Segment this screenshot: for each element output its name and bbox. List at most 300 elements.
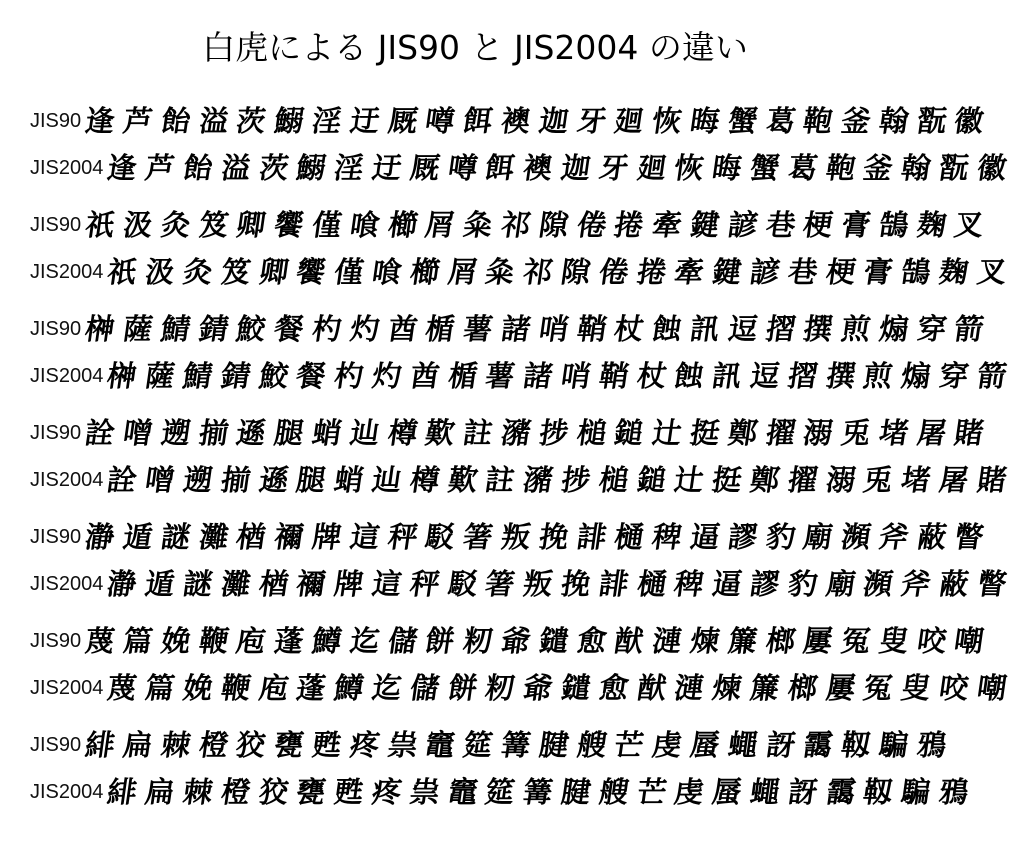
kanji-glyph: 煎 bbox=[839, 312, 873, 346]
kanji-glyph: 逼 bbox=[687, 520, 722, 554]
kanji-glyph: 鑓 bbox=[536, 624, 571, 658]
jis2004-row bbox=[0, 665, 1009, 712]
kanji-glyph: 厩 bbox=[385, 104, 420, 138]
kanji-glyph: 哨 bbox=[559, 359, 593, 393]
kanji-glyph: 祁 bbox=[521, 255, 556, 289]
kanji-glyph: 蔽 bbox=[936, 567, 971, 601]
kanji-glyph: 饗 bbox=[294, 255, 329, 289]
glyph-group bbox=[0, 618, 1009, 712]
kanji-glyph: 蓬 bbox=[272, 624, 307, 658]
kanji-glyph: 煉 bbox=[687, 624, 722, 658]
kanji-glyph: 遡 bbox=[181, 463, 215, 497]
kanji-glyph: 瀞 bbox=[83, 520, 118, 554]
kanji-glyph: 秤 bbox=[407, 567, 442, 601]
kanji-glyph: 樽 bbox=[407, 463, 442, 497]
kanji-glyph: 逢 bbox=[105, 151, 140, 185]
kanji-glyph: 駁 bbox=[423, 520, 458, 554]
kanji-glyph: 鞭 bbox=[218, 671, 253, 705]
kanji-glyph: 棘 bbox=[158, 728, 193, 762]
kanji-glyph: 屢 bbox=[823, 671, 858, 705]
kanji-glyph: 屢 bbox=[801, 624, 836, 658]
kanji-glyph: 猷 bbox=[634, 671, 669, 705]
kanji-glyph: 辿 bbox=[370, 463, 404, 497]
kanji-glyph: 疼 bbox=[347, 728, 382, 762]
kanji-glyph: 膏 bbox=[839, 208, 873, 242]
kanji-glyph: 喰 bbox=[347, 208, 382, 242]
kanji-glyph: 襖 bbox=[498, 104, 533, 138]
kanji-glyph: 箭 bbox=[974, 359, 1009, 393]
kanji-glyph: 錆 bbox=[196, 312, 231, 346]
kanji-glyph: 諺 bbox=[748, 255, 782, 289]
kanji-glyph: 逼 bbox=[710, 567, 745, 601]
kanji-glyph: 釜 bbox=[861, 151, 896, 185]
kanji-glyph: 榔 bbox=[763, 624, 798, 658]
kanji-glyph: 虔 bbox=[650, 728, 684, 762]
kanji-glyph: 這 bbox=[347, 520, 382, 554]
kanji-glyph: 遡 bbox=[158, 416, 193, 450]
comparison-grid bbox=[0, 98, 1009, 826]
kanji-glyph: 靄 bbox=[823, 775, 858, 809]
kanji-glyph: 芒 bbox=[612, 728, 647, 762]
kanji-glyph: 斧 bbox=[876, 520, 911, 554]
kanji-glyph: 訝 bbox=[785, 775, 820, 809]
kanji-glyph: 腿 bbox=[272, 416, 307, 450]
kanji-glyph: 茨 bbox=[234, 104, 269, 138]
kanji-glyph: 蟹 bbox=[748, 151, 782, 185]
kanji-glyph: 鞄 bbox=[801, 104, 836, 138]
kanji-glyph: 儲 bbox=[407, 671, 442, 705]
kanji-glyph: 禰 bbox=[272, 520, 307, 554]
kanji-glyph: 甦 bbox=[310, 728, 344, 762]
kanji-glyph: 篇 bbox=[121, 624, 155, 658]
kanji-glyph: 訝 bbox=[763, 728, 798, 762]
kanji-glyph: 瞥 bbox=[952, 520, 987, 554]
kanji-glyph: 挽 bbox=[536, 520, 571, 554]
kanji-glyph: 汲 bbox=[143, 255, 178, 289]
kanji-glyph: 駁 bbox=[445, 567, 480, 601]
kanji-glyph: 腱 bbox=[536, 728, 571, 762]
kanji-glyph: 斧 bbox=[899, 567, 933, 601]
kanji-glyph: 鱒 bbox=[332, 671, 367, 705]
page-title: 白虎による JIS90 と JIS2004 の違い bbox=[202, 28, 748, 67]
jis2004-row bbox=[0, 769, 971, 816]
kanji-glyph: 鵠 bbox=[876, 208, 911, 242]
kanji-glyph: 愈 bbox=[596, 671, 631, 705]
jis90-row bbox=[0, 306, 987, 353]
glyph-group bbox=[0, 722, 971, 816]
kanji-glyph: 榔 bbox=[785, 671, 820, 705]
kanji-glyph: 噌 bbox=[121, 416, 155, 450]
kanji-glyph: 櫛 bbox=[407, 255, 442, 289]
kanji-glyph: 撰 bbox=[823, 359, 858, 393]
kanji-glyph: 揃 bbox=[218, 463, 253, 497]
kanji-glyph: 溺 bbox=[801, 416, 836, 450]
kanji-glyph: 薩 bbox=[143, 359, 178, 393]
kanji-glyph: 禰 bbox=[294, 567, 329, 601]
kanji-glyph: 祟 bbox=[407, 775, 442, 809]
kanji-glyph: 迦 bbox=[536, 104, 571, 138]
kanji-glyph: 靱 bbox=[839, 728, 873, 762]
kanji-glyph: 蛸 bbox=[310, 416, 344, 450]
kanji-glyph: 詮 bbox=[83, 416, 118, 450]
kanji-glyph: 鮫 bbox=[256, 359, 291, 393]
kanji-glyph: 餌 bbox=[483, 151, 518, 185]
kanji-glyph: 翰 bbox=[876, 104, 911, 138]
kanji-glyph: 芦 bbox=[121, 104, 155, 138]
kanji-glyph: 瀕 bbox=[839, 520, 873, 554]
kanji-glyph: 瀕 bbox=[861, 567, 896, 601]
kanji-glyph: 襖 bbox=[521, 151, 556, 185]
kanji-glyph: 筵 bbox=[483, 775, 518, 809]
kanji-glyph: 堵 bbox=[876, 416, 911, 450]
kanji-glyph: 遜 bbox=[234, 416, 269, 450]
kanji-glyph: 溢 bbox=[218, 151, 253, 185]
kanji-glyph: 蝕 bbox=[650, 312, 684, 346]
kanji-glyph: 漣 bbox=[650, 624, 684, 658]
kanji-glyph: 鄭 bbox=[725, 416, 760, 450]
kanji-glyph: 薯 bbox=[483, 359, 518, 393]
kanji-glyph: 瀞 bbox=[105, 567, 140, 601]
kanji-glyph: 煉 bbox=[710, 671, 745, 705]
kanji-glyph: 恢 bbox=[650, 104, 684, 138]
jis2004-row bbox=[0, 249, 1009, 296]
kanji-glyph: 娩 bbox=[158, 624, 193, 658]
kanji-glyph: 堵 bbox=[899, 463, 933, 497]
kanji-glyph: 鴉 bbox=[936, 775, 971, 809]
kanji-glyph: 箸 bbox=[483, 567, 518, 601]
kanji-glyph: 註 bbox=[461, 416, 495, 450]
kanji-glyph: 飴 bbox=[181, 151, 215, 185]
kanji-glyph: 芒 bbox=[634, 775, 669, 809]
kanji-glyph: 酋 bbox=[385, 312, 420, 346]
kanji-glyph: 瞥 bbox=[974, 567, 1009, 601]
kanji-glyph: 鵠 bbox=[899, 255, 933, 289]
kanji-glyph: 蔽 bbox=[914, 520, 949, 554]
jis90-row bbox=[0, 618, 987, 665]
kanji-glyph: 挺 bbox=[687, 416, 722, 450]
kanji-glyph: 爺 bbox=[498, 624, 533, 658]
kanji-glyph: 鎚 bbox=[612, 416, 647, 450]
kanji-glyph: 猷 bbox=[612, 624, 647, 658]
kanji-glyph: 鞘 bbox=[574, 312, 609, 346]
kanji-glyph: 狡 bbox=[256, 775, 291, 809]
kanji-glyph: 鰯 bbox=[294, 151, 329, 185]
jis90-row bbox=[0, 202, 987, 249]
kanji-glyph: 秤 bbox=[385, 520, 420, 554]
kanji-glyph: 兎 bbox=[839, 416, 873, 450]
kanji-glyph: 鰯 bbox=[272, 104, 307, 138]
kanji-glyph: 咬 bbox=[914, 624, 949, 658]
kanji-glyph: 屑 bbox=[445, 255, 480, 289]
kanji-glyph: 祇 bbox=[105, 255, 140, 289]
kanji-glyph: 廻 bbox=[634, 151, 669, 185]
kanji-glyph: 瀦 bbox=[521, 463, 556, 497]
jis2004-row bbox=[0, 561, 1009, 608]
kanji-glyph: 麹 bbox=[936, 255, 971, 289]
kanji-glyph: 槌 bbox=[596, 463, 631, 497]
kanji-glyph: 噌 bbox=[143, 463, 178, 497]
kanji-glyph: 橙 bbox=[196, 728, 231, 762]
kanji-glyph: 捗 bbox=[559, 463, 593, 497]
kanji-glyph: 歎 bbox=[445, 463, 480, 497]
kanji-glyph: 辻 bbox=[672, 463, 707, 497]
kanji-glyph: 葛 bbox=[763, 104, 798, 138]
kanji-glyph: 狡 bbox=[234, 728, 269, 762]
kanji-glyph: 冤 bbox=[861, 671, 896, 705]
kanji-glyph: 僅 bbox=[310, 208, 344, 242]
kanji-glyph: 誹 bbox=[596, 567, 631, 601]
row-label: JIS2004 bbox=[30, 573, 104, 595]
kanji-glyph: 粂 bbox=[461, 208, 495, 242]
glyph-list bbox=[81, 202, 988, 249]
kanji-glyph: 簾 bbox=[725, 624, 760, 658]
row-label: JIS90 bbox=[30, 110, 82, 132]
kanji-glyph: 晦 bbox=[710, 151, 745, 185]
kanji-glyph: 竈 bbox=[423, 728, 458, 762]
kanji-glyph: 賭 bbox=[952, 416, 987, 450]
kanji-glyph: 這 bbox=[370, 567, 404, 601]
kanji-glyph: 騙 bbox=[876, 728, 911, 762]
kanji-glyph: 淫 bbox=[310, 104, 344, 138]
glyph-group bbox=[0, 202, 1009, 296]
kanji-glyph: 棘 bbox=[181, 775, 215, 809]
kanji-glyph: 巷 bbox=[763, 208, 798, 242]
kanji-glyph: 鎚 bbox=[634, 463, 669, 497]
kanji-glyph: 溺 bbox=[823, 463, 858, 497]
kanji-glyph: 冤 bbox=[839, 624, 873, 658]
kanji-glyph: 迦 bbox=[559, 151, 593, 185]
kanji-glyph: 甕 bbox=[272, 728, 307, 762]
kanji-glyph: 摺 bbox=[785, 359, 820, 393]
kanji-glyph: 灼 bbox=[347, 312, 382, 346]
kanji-glyph: 逗 bbox=[748, 359, 782, 393]
row-label: JIS2004 bbox=[30, 157, 104, 179]
kanji-glyph: 餌 bbox=[461, 104, 495, 138]
row-label: JIS90 bbox=[30, 422, 82, 444]
kanji-glyph: 迂 bbox=[370, 151, 404, 185]
kanji-glyph: 緋 bbox=[83, 728, 118, 762]
kanji-glyph: 穿 bbox=[936, 359, 971, 393]
kanji-glyph: 樋 bbox=[612, 520, 647, 554]
kanji-glyph: 鴉 bbox=[914, 728, 949, 762]
kanji-glyph: 瀦 bbox=[498, 416, 533, 450]
kanji-glyph: 祟 bbox=[385, 728, 420, 762]
kanji-glyph: 葛 bbox=[785, 151, 820, 185]
kanji-glyph: 簾 bbox=[748, 671, 782, 705]
kanji-glyph: 饗 bbox=[272, 208, 307, 242]
kanji-glyph: 灼 bbox=[370, 359, 404, 393]
kanji-glyph: 汲 bbox=[121, 208, 155, 242]
kanji-glyph: 祁 bbox=[498, 208, 533, 242]
kanji-glyph: 豹 bbox=[763, 520, 798, 554]
kanji-glyph: 叛 bbox=[498, 520, 533, 554]
kanji-glyph: 鞘 bbox=[596, 359, 631, 393]
kanji-glyph: 杓 bbox=[332, 359, 367, 393]
kanji-glyph: 卿 bbox=[234, 208, 269, 242]
kanji-glyph: 爺 bbox=[521, 671, 556, 705]
kanji-glyph: 諺 bbox=[725, 208, 760, 242]
kanji-glyph: 愈 bbox=[574, 624, 609, 658]
kanji-glyph: 揃 bbox=[196, 416, 231, 450]
kanji-glyph: 挺 bbox=[710, 463, 745, 497]
kanji-glyph: 誹 bbox=[574, 520, 609, 554]
kanji-glyph: 靄 bbox=[801, 728, 836, 762]
kanji-glyph: 扁 bbox=[143, 775, 178, 809]
kanji-glyph: 竈 bbox=[445, 775, 480, 809]
kanji-glyph: 煽 bbox=[899, 359, 933, 393]
kanji-glyph: 芦 bbox=[143, 151, 178, 185]
kanji-glyph: 鞄 bbox=[823, 151, 858, 185]
kanji-glyph: 薩 bbox=[121, 312, 155, 346]
kanji-glyph: 蓬 bbox=[294, 671, 329, 705]
kanji-glyph: 艘 bbox=[574, 728, 609, 762]
kanji-glyph: 謎 bbox=[158, 520, 193, 554]
kanji-glyph: 兎 bbox=[861, 463, 896, 497]
kanji-glyph: 噂 bbox=[445, 151, 480, 185]
kanji-glyph: 靱 bbox=[861, 775, 896, 809]
kanji-glyph: 槌 bbox=[574, 416, 609, 450]
jis2004-row bbox=[0, 145, 1009, 192]
kanji-glyph: 甕 bbox=[294, 775, 329, 809]
kanji-glyph: 筵 bbox=[461, 728, 495, 762]
jis90-row bbox=[0, 514, 987, 561]
kanji-glyph: 虔 bbox=[672, 775, 707, 809]
kanji-glyph: 腱 bbox=[559, 775, 593, 809]
kanji-glyph: 鱒 bbox=[310, 624, 344, 658]
kanji-glyph: 倦 bbox=[596, 255, 631, 289]
kanji-glyph: 扁 bbox=[121, 728, 155, 762]
kanji-glyph: 迂 bbox=[347, 104, 382, 138]
kanji-glyph: 訊 bbox=[687, 312, 722, 346]
glyph-group bbox=[0, 410, 1009, 504]
kanji-glyph: 梗 bbox=[801, 208, 836, 242]
kanji-glyph: 豹 bbox=[785, 567, 820, 601]
kanji-glyph: 鄭 bbox=[748, 463, 782, 497]
kanji-glyph: 蠅 bbox=[748, 775, 782, 809]
kanji-glyph: 箭 bbox=[952, 312, 987, 346]
kanji-glyph: 翰 bbox=[899, 151, 933, 185]
kanji-glyph: 籾 bbox=[483, 671, 518, 705]
row-label: JIS2004 bbox=[30, 677, 104, 699]
kanji-glyph: 屠 bbox=[914, 416, 949, 450]
kanji-glyph: 錆 bbox=[218, 359, 253, 393]
jis2004-row bbox=[0, 353, 1009, 400]
glyph-group bbox=[0, 98, 1009, 192]
kanji-glyph: 摺 bbox=[763, 312, 798, 346]
kanji-glyph: 穿 bbox=[914, 312, 949, 346]
kanji-glyph: 巷 bbox=[785, 255, 820, 289]
kanji-glyph: 粂 bbox=[483, 255, 518, 289]
kanji-glyph: 蠅 bbox=[725, 728, 760, 762]
kanji-glyph: 緋 bbox=[105, 775, 140, 809]
kanji-glyph: 騙 bbox=[899, 775, 933, 809]
kanji-glyph: 蛸 bbox=[332, 463, 367, 497]
kanji-glyph: 捗 bbox=[536, 416, 571, 450]
kanji-glyph: 灘 bbox=[218, 567, 253, 601]
row-label: JIS2004 bbox=[30, 365, 104, 387]
kanji-glyph: 煽 bbox=[876, 312, 911, 346]
kanji-glyph: 鑓 bbox=[559, 671, 593, 705]
glyph-list bbox=[103, 145, 1010, 192]
kanji-glyph: 捲 bbox=[612, 208, 647, 242]
kanji-glyph: 籾 bbox=[461, 624, 495, 658]
kanji-glyph: 辻 bbox=[650, 416, 684, 450]
kanji-glyph: 腿 bbox=[294, 463, 329, 497]
kanji-glyph: 樋 bbox=[634, 567, 669, 601]
kanji-glyph: 篝 bbox=[521, 775, 556, 809]
jis90-row bbox=[0, 98, 987, 145]
kanji-glyph: 篝 bbox=[498, 728, 533, 762]
kanji-glyph: 牽 bbox=[650, 208, 684, 242]
kanji-glyph: 杓 bbox=[310, 312, 344, 346]
kanji-glyph: 灘 bbox=[196, 520, 231, 554]
glyph-list bbox=[81, 98, 988, 145]
kanji-glyph: 噂 bbox=[423, 104, 458, 138]
kanji-glyph: 詮 bbox=[105, 463, 140, 497]
jis90-row bbox=[0, 722, 950, 769]
kanji-glyph: 牙 bbox=[574, 104, 609, 138]
kanji-glyph: 漣 bbox=[672, 671, 707, 705]
kanji-glyph: 迄 bbox=[370, 671, 404, 705]
kanji-glyph: 叟 bbox=[876, 624, 911, 658]
kanji-glyph: 叛 bbox=[521, 567, 556, 601]
kanji-glyph: 稗 bbox=[672, 567, 707, 601]
kanji-glyph: 箸 bbox=[461, 520, 495, 554]
kanji-glyph: 薯 bbox=[461, 312, 495, 346]
kanji-glyph: 叉 bbox=[974, 255, 1009, 289]
kanji-glyph: 牙 bbox=[596, 151, 631, 185]
kanji-glyph: 叟 bbox=[899, 671, 933, 705]
kanji-glyph: 訊 bbox=[710, 359, 745, 393]
kanji-glyph: 蝕 bbox=[672, 359, 707, 393]
glyph-group bbox=[0, 306, 1009, 400]
glyph-list bbox=[81, 410, 988, 457]
kanji-glyph: 庖 bbox=[234, 624, 269, 658]
kanji-glyph: 娩 bbox=[181, 671, 215, 705]
kanji-glyph: 賭 bbox=[974, 463, 1009, 497]
kanji-glyph: 杖 bbox=[612, 312, 647, 346]
kanji-glyph: 徽 bbox=[974, 151, 1009, 185]
kanji-glyph: 飴 bbox=[158, 104, 193, 138]
glyph-group bbox=[0, 514, 1009, 608]
glyph-list bbox=[81, 722, 950, 769]
row-label: JIS2004 bbox=[30, 469, 104, 491]
glyph-list bbox=[103, 249, 1010, 296]
kanji-glyph: 鍵 bbox=[710, 255, 745, 289]
glyph-list bbox=[103, 769, 972, 816]
kanji-glyph: 酋 bbox=[407, 359, 442, 393]
kanji-glyph: 謎 bbox=[181, 567, 215, 601]
kanji-glyph: 甦 bbox=[332, 775, 367, 809]
kanji-glyph: 咬 bbox=[936, 671, 971, 705]
kanji-glyph: 櫛 bbox=[385, 208, 420, 242]
kanji-glyph: 註 bbox=[483, 463, 518, 497]
kanji-glyph: 餅 bbox=[445, 671, 480, 705]
kanji-glyph: 挽 bbox=[559, 567, 593, 601]
kanji-glyph: 逢 bbox=[83, 104, 118, 138]
kanji-glyph: 艘 bbox=[596, 775, 631, 809]
kanji-glyph: 庖 bbox=[256, 671, 291, 705]
kanji-glyph: 淫 bbox=[332, 151, 367, 185]
kanji-glyph: 廟 bbox=[823, 567, 858, 601]
kanji-glyph: 厩 bbox=[407, 151, 442, 185]
kanji-glyph: 屠 bbox=[936, 463, 971, 497]
kanji-glyph: 餅 bbox=[423, 624, 458, 658]
kanji-glyph: 哨 bbox=[536, 312, 571, 346]
kanji-glyph: 牽 bbox=[672, 255, 707, 289]
kanji-glyph: 翫 bbox=[936, 151, 971, 185]
kanji-glyph: 遁 bbox=[121, 520, 155, 554]
